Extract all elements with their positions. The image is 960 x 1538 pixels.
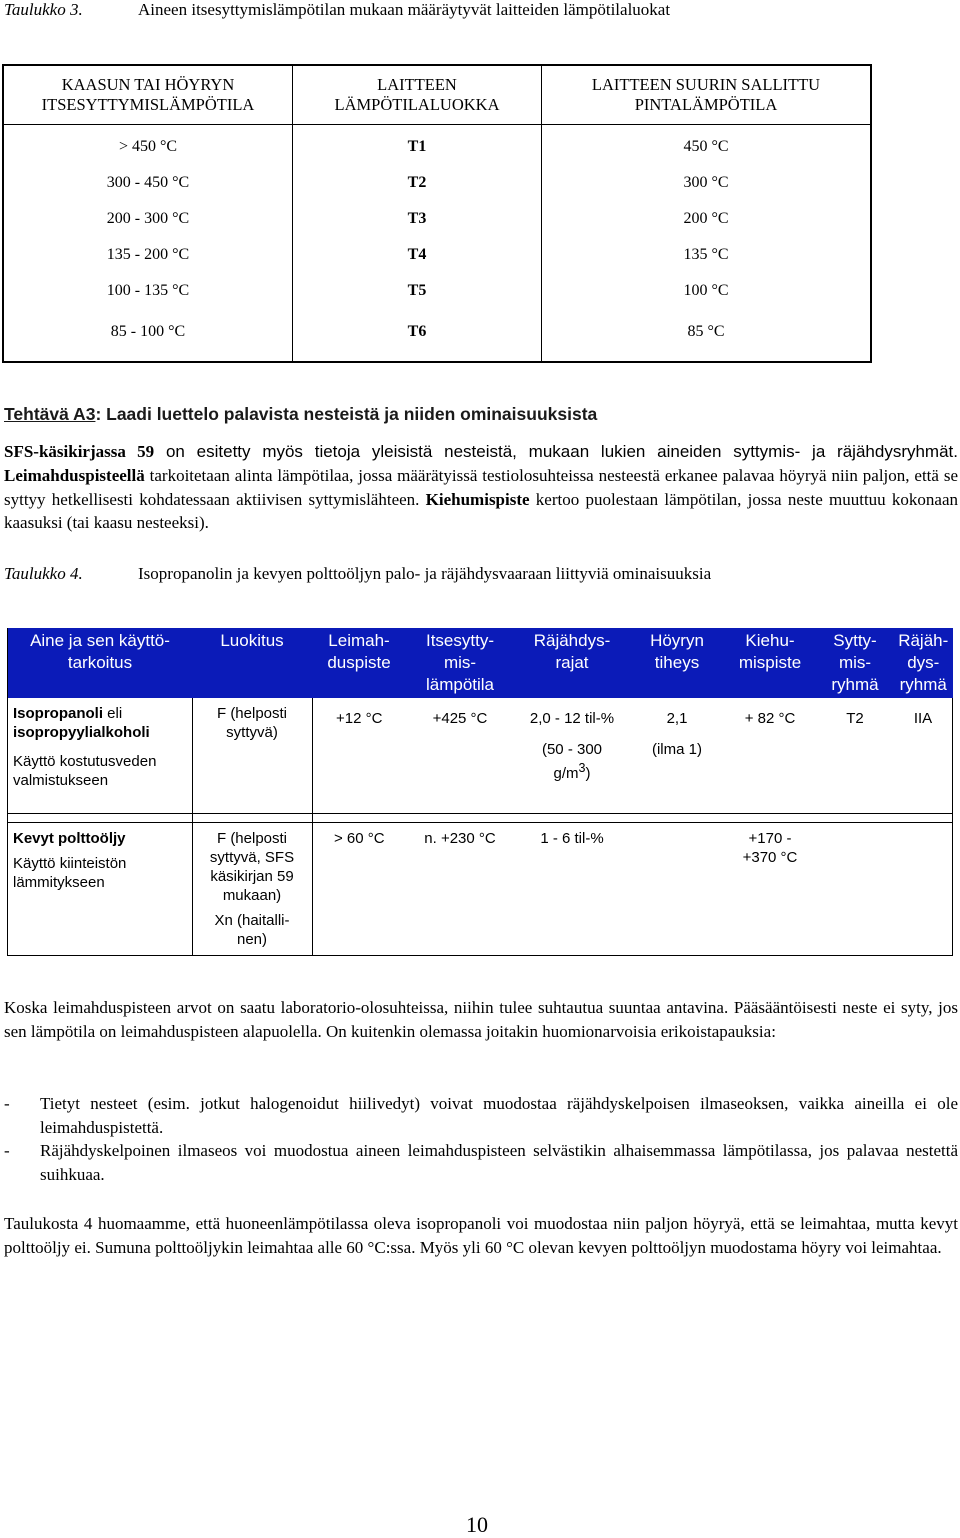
t4-cell-flashpoint: > 60 °C: [312, 823, 406, 956]
table3-label: Taulukko 3.: [4, 0, 83, 19]
t4-cell-explosion-group: [894, 823, 953, 956]
table-row: [8, 823, 953, 956]
t3-cell-range: 200 - 300 °C: [106, 210, 190, 227]
table4-label: Taulukko 4.: [4, 564, 83, 583]
table-row: [3, 165, 871, 201]
t4-cell-boiling-point: +170 - +370 °C: [724, 823, 816, 956]
t3-header-autoignition: KAASUN TAI HÖYRYN ITSESYTTYMISLÄMPÖTILA: [3, 65, 293, 125]
t4-cell-ignition-group: [816, 823, 894, 956]
table-row: [3, 237, 871, 273]
t4-cell-classification: F (helposti syttyvä): [192, 698, 312, 814]
t3-cell-class: T2: [293, 165, 542, 201]
page-number: 10: [466, 1512, 488, 1537]
term-boilingpoint: Kiehumispiste: [425, 489, 530, 509]
t3-cell-max: 85 °C: [687, 323, 725, 340]
list-item: - Tietyt nesteet (esim. jotkut halogenoidut hiilivedyt) voivat muodostaa räjähdyskelpoisen ilmaseoksen, vaikka aineilla ei ole leimahduspistettä.: [4, 1094, 958, 1137]
task-text: : Laadi luettelo palavista nesteistä ja niiden ominaisuuksista: [95, 404, 598, 424]
t4-cell-ignition-group: T2: [816, 698, 894, 814]
list-item: - Räjähdyskelpoinen ilmaseos voi muodostua aineen leimahduspisteen selvästikin alhaisemmassa lämpötilassa, jos palavaa nestettä suihkuaa.: [4, 1141, 958, 1184]
t3-cell-range: 135 - 200 °C: [106, 246, 190, 263]
table-row: [8, 698, 953, 814]
t4-header-substance: Aine ja sen käyttö- tarkoitus: [8, 628, 193, 698]
paragraph-definitions: SFS-käsikirjassa 59 on esitetty myös tietoja yleisistä nesteistä, mukaan lukien aineiden syttymis- ja räjähdysryhmät. Leimahduspisteellä tarkoitetaan alinta lämpötilaa, jossa määrätyissä testiolosuhteissa nesteestä erkanee palavaa höyryä niin paljon, että se syttyy hetkellisesti kohdatessaan aktiivisen syttymislähteen. Kiehumispiste kertoo puolestaan lämpötilan, jossa neste muuttuu kokonaan kaasuksi (tai kaasu nesteeksi).: [4, 442, 958, 533]
t3-cell-class: T1: [293, 125, 542, 166]
t4-header-ignition-group: Sytty- mis- ryhmä: [816, 628, 894, 698]
table3-title: Aineen itsesyttymislämpötilan mukaan määräytyvät laitteiden lämpötilaluokat: [138, 0, 671, 19]
t4-cell-vapor-density: 2,1 (ilma 1): [630, 698, 724, 814]
t4-header-flashpoint: Leimah- duspiste: [312, 628, 406, 698]
t4-cell-autoignition: +425 °C: [406, 698, 514, 814]
table-row: [3, 273, 871, 309]
t4-cell-autoignition: n. +230 °C: [406, 823, 514, 956]
t4-cell-substance: Isopropanoli eli isopropyylialkoholi Käyttö kostutusveden valmistukseen: [8, 698, 193, 814]
t3-cell-range: 100 - 135 °C: [106, 282, 190, 299]
special-cases-list: [4, 1092, 958, 1186]
t3-cell-class: T5: [293, 273, 542, 309]
t3-cell-max: 100 °C: [683, 282, 729, 299]
table3-caption: [4, 0, 670, 20]
t4-cell-explosion-group: IIA: [894, 698, 953, 814]
t4-header-explosion-limits: Räjähdys- rajat: [514, 628, 630, 698]
table-row: [3, 125, 871, 166]
table-row: [3, 309, 871, 362]
t4-cell-explosion-limits: 1 - 6 til-%: [514, 823, 630, 956]
t4-cell-substance: Kevyt polttoöljy Käyttö kiinteistön lämmitykseen: [8, 823, 193, 956]
t4-cell-vapor-density: [630, 823, 724, 956]
table4-caption: [4, 564, 711, 584]
t4-header-classification: Luokitus: [192, 628, 312, 698]
sfs-reference: SFS-käsikirjassa 59: [4, 442, 155, 461]
t3-cell-class: T6: [293, 309, 542, 362]
t3-cell-max: 300 °C: [683, 174, 729, 191]
t3-cell-class: T4: [293, 237, 542, 273]
t3-cell-max: 135 °C: [683, 246, 729, 263]
t4-cell-explosion-limits: 2,0 - 12 til-% (50 - 300 $g/m^3$): [514, 698, 630, 814]
task-heading: [4, 404, 597, 425]
paragraph-flashpoint-note: Koska leimahduspisteen arvot on saatu laboratorio-olosuhteissa, niihin tulee suhtautua suuntaa antavina. Pääsääntöisesti neste ei syty, jos sen lämpötila on leimahduspisteen alapuolella. On kuitenkin olemassa joitakin huomionarvoisia erikoistapauksia:: [4, 998, 958, 1041]
t4-header-boiling-point: Kiehu- mispiste: [724, 628, 816, 698]
paragraph-conclusion: Taulukosta 4 huomaamme, että huoneenlämpötilassa oleva isopropanoli voi muodostaa niin paljon höyryä, että se leimahtaa, mutta kevyt polttoöljy ei. Sumuna polttoöljykin leimahtaa alle 60 °C:ssa. Myös yli 60 °C olevan kevyen polttoöljyn muodostama höyry voi leimahtaa.: [4, 1214, 958, 1257]
t3-cell-range: 300 - 450 °C: [106, 174, 190, 191]
t3-cell-class: T3: [293, 201, 542, 237]
t3-cell-max: 450 °C: [683, 138, 729, 155]
task-prefix: Tehtävä A3: [4, 404, 96, 424]
table-row: [3, 201, 871, 237]
t4-header-autoignition: Itsesytty- mis- lämpötila: [406, 628, 514, 698]
t4-cell-flashpoint: +12 °C: [312, 698, 406, 814]
table4-title: Isopropanolin ja kevyen polttoöljyn palo- ja räjähdysvaaraan liittyviä ominaisuuksia: [138, 564, 712, 583]
term-flashpoint: Leimahduspisteellä: [4, 465, 145, 485]
t3-cell-max: 200 °C: [683, 210, 729, 227]
temperature-class-table: [2, 64, 872, 363]
t4-cell-classification: F (helposti syttyvä, SFS käsikirjan 59 mukaan) Xn (haitalli- nen): [192, 823, 312, 956]
t4-header-vapor-density: Höyryn tiheys: [630, 628, 724, 698]
t3-header-class: LAITTEEN LÄMPÖTILALUOKKA: [293, 65, 542, 125]
t4-header-explosion-group: Räjäh- dys- ryhmä: [894, 628, 953, 698]
liquid-properties-table: [7, 628, 953, 956]
t3-cell-range: 85 - 100 °C: [110, 323, 186, 340]
t3-cell-range: > 450 °C: [118, 138, 178, 155]
t4-cell-boiling-point: + 82 °C: [724, 698, 816, 814]
t3-header-max-surface: LAITTEEN SUURIN SALLITTU PINTALÄMPÖTILA: [542, 65, 872, 125]
table-row-spacer: [8, 814, 953, 823]
